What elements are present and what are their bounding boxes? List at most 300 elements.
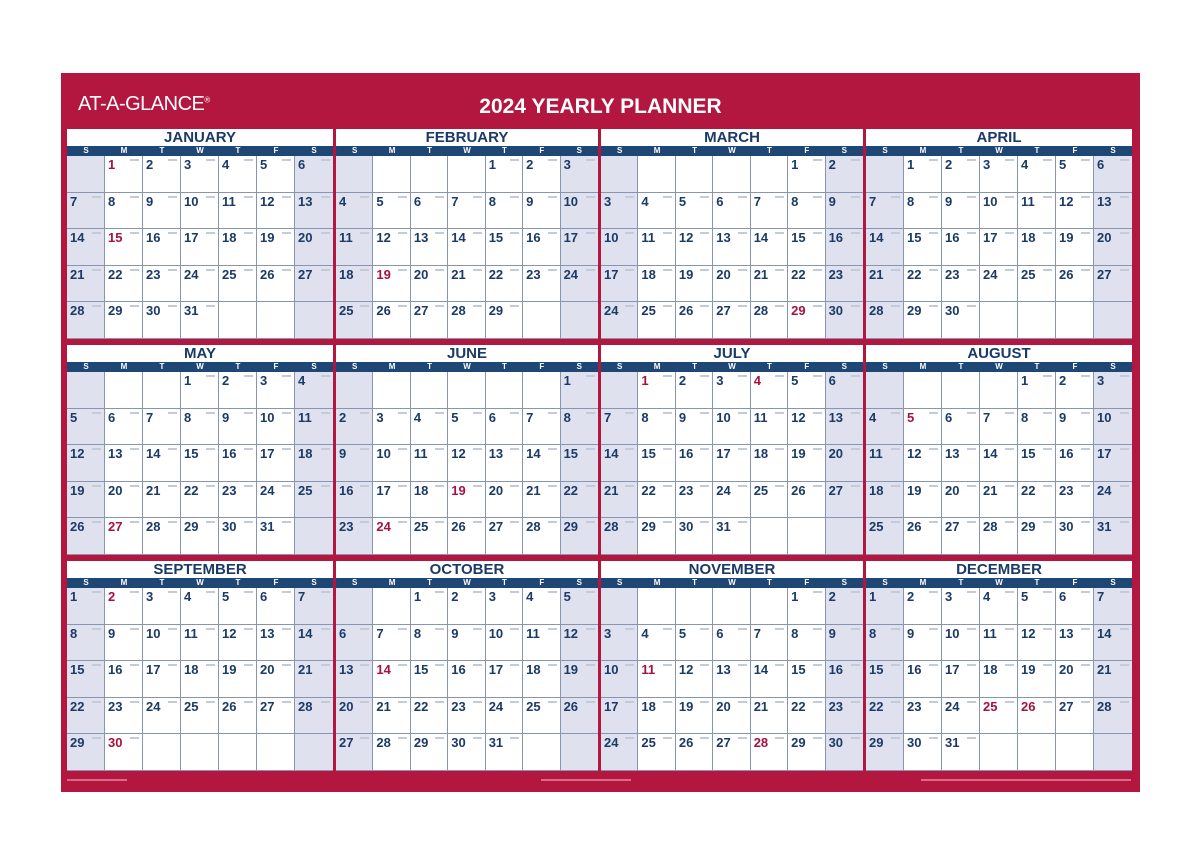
day-cell[interactable] <box>411 302 448 339</box>
day-cell[interactable] <box>523 266 560 303</box>
day-cell[interactable] <box>713 372 750 409</box>
day-cell[interactable] <box>561 661 598 698</box>
day-cell[interactable] <box>143 156 181 193</box>
day-cell[interactable] <box>1056 661 1094 698</box>
day-cell[interactable] <box>676 372 713 409</box>
day-cell[interactable] <box>751 372 788 409</box>
day-cell[interactable] <box>942 518 980 555</box>
day-cell[interactable] <box>561 302 598 339</box>
day-cell[interactable] <box>676 156 713 193</box>
day-cell[interactable] <box>1018 302 1056 339</box>
day-cell[interactable] <box>942 409 980 446</box>
day-cell[interactable] <box>826 482 863 519</box>
day-cell[interactable] <box>257 266 295 303</box>
day-cell[interactable] <box>411 372 448 409</box>
day-cell[interactable] <box>601 409 638 446</box>
day-cell[interactable] <box>1056 266 1094 303</box>
day-cell[interactable] <box>826 156 863 193</box>
day-cell[interactable] <box>1094 445 1132 482</box>
day-cell[interactable] <box>523 302 560 339</box>
day-cell[interactable] <box>219 229 257 266</box>
day-cell[interactable] <box>143 409 181 446</box>
day-cell[interactable] <box>942 156 980 193</box>
day-cell[interactable] <box>448 229 485 266</box>
day-cell[interactable] <box>561 625 598 662</box>
day-cell[interactable] <box>1094 302 1132 339</box>
day-cell[interactable] <box>1018 156 1056 193</box>
day-cell[interactable] <box>904 588 942 625</box>
day-cell[interactable] <box>1018 588 1056 625</box>
day-cell[interactable] <box>219 302 257 339</box>
day-cell[interactable] <box>826 518 863 555</box>
day-cell[interactable] <box>713 409 750 446</box>
day-cell[interactable] <box>448 588 485 625</box>
day-cell[interactable] <box>336 156 373 193</box>
day-cell[interactable] <box>826 445 863 482</box>
day-cell[interactable] <box>143 698 181 735</box>
day-cell[interactable] <box>295 229 333 266</box>
day-cell[interactable] <box>676 734 713 771</box>
day-cell[interactable] <box>866 409 904 446</box>
day-cell[interactable] <box>942 302 980 339</box>
day-cell[interactable] <box>523 734 560 771</box>
day-cell[interactable] <box>1094 588 1132 625</box>
day-cell[interactable] <box>257 302 295 339</box>
day-cell[interactable] <box>904 372 942 409</box>
day-cell[interactable] <box>448 302 485 339</box>
day-cell[interactable] <box>866 518 904 555</box>
day-cell[interactable] <box>980 625 1018 662</box>
day-cell[interactable] <box>257 661 295 698</box>
day-cell[interactable] <box>561 156 598 193</box>
day-cell[interactable] <box>448 482 485 519</box>
day-cell[interactable] <box>1094 193 1132 230</box>
day-cell[interactable] <box>219 661 257 698</box>
day-cell[interactable] <box>713 156 750 193</box>
day-cell[interactable] <box>67 156 105 193</box>
day-cell[interactable] <box>373 625 410 662</box>
day-cell[interactable] <box>411 518 448 555</box>
day-cell[interactable] <box>336 518 373 555</box>
day-cell[interactable] <box>219 266 257 303</box>
day-cell[interactable] <box>295 661 333 698</box>
day-cell[interactable] <box>219 588 257 625</box>
day-cell[interactable] <box>601 372 638 409</box>
day-cell[interactable] <box>486 625 523 662</box>
day-cell[interactable] <box>448 266 485 303</box>
day-cell[interactable] <box>373 518 410 555</box>
day-cell[interactable] <box>257 588 295 625</box>
day-cell[interactable] <box>826 372 863 409</box>
day-cell[interactable] <box>561 698 598 735</box>
day-cell[interactable] <box>336 445 373 482</box>
day-cell[interactable] <box>980 156 1018 193</box>
day-cell[interactable] <box>638 193 675 230</box>
day-cell[interactable] <box>411 698 448 735</box>
day-cell[interactable] <box>295 266 333 303</box>
day-cell[interactable] <box>713 445 750 482</box>
day-cell[interactable] <box>411 445 448 482</box>
day-cell[interactable] <box>866 625 904 662</box>
day-cell[interactable] <box>336 409 373 446</box>
day-cell[interactable] <box>1056 588 1094 625</box>
day-cell[interactable] <box>257 518 295 555</box>
day-cell[interactable] <box>1094 372 1132 409</box>
day-cell[interactable] <box>942 588 980 625</box>
day-cell[interactable] <box>1018 518 1056 555</box>
day-cell[interactable] <box>904 661 942 698</box>
day-cell[interactable] <box>181 193 219 230</box>
day-cell[interactable] <box>751 266 788 303</box>
day-cell[interactable] <box>105 229 143 266</box>
day-cell[interactable] <box>1018 625 1056 662</box>
day-cell[interactable] <box>486 734 523 771</box>
day-cell[interactable] <box>826 734 863 771</box>
day-cell[interactable] <box>904 302 942 339</box>
day-cell[interactable] <box>751 409 788 446</box>
day-cell[interactable] <box>904 734 942 771</box>
day-cell[interactable] <box>67 266 105 303</box>
day-cell[interactable] <box>411 409 448 446</box>
day-cell[interactable] <box>336 372 373 409</box>
day-cell[interactable] <box>866 156 904 193</box>
day-cell[interactable] <box>523 518 560 555</box>
day-cell[interactable] <box>257 229 295 266</box>
day-cell[interactable] <box>826 588 863 625</box>
day-cell[interactable] <box>257 156 295 193</box>
day-cell[interactable] <box>980 409 1018 446</box>
day-cell[interactable] <box>826 698 863 735</box>
day-cell[interactable] <box>448 518 485 555</box>
day-cell[interactable] <box>1056 372 1094 409</box>
day-cell[interactable] <box>67 518 105 555</box>
day-cell[interactable] <box>448 734 485 771</box>
day-cell[interactable] <box>561 372 598 409</box>
day-cell[interactable] <box>942 734 980 771</box>
day-cell[interactable] <box>601 661 638 698</box>
day-cell[interactable] <box>143 625 181 662</box>
day-cell[interactable] <box>638 482 675 519</box>
day-cell[interactable] <box>219 482 257 519</box>
day-cell[interactable] <box>373 372 410 409</box>
day-cell[interactable] <box>788 482 825 519</box>
day-cell[interactable] <box>67 482 105 519</box>
day-cell[interactable] <box>67 229 105 266</box>
day-cell[interactable] <box>67 588 105 625</box>
day-cell[interactable] <box>105 518 143 555</box>
day-cell[interactable] <box>181 734 219 771</box>
day-cell[interactable] <box>336 302 373 339</box>
day-cell[interactable] <box>105 734 143 771</box>
day-cell[interactable] <box>788 734 825 771</box>
day-cell[interactable] <box>1056 625 1094 662</box>
day-cell[interactable] <box>486 518 523 555</box>
day-cell[interactable] <box>638 734 675 771</box>
day-cell[interactable] <box>601 156 638 193</box>
day-cell[interactable] <box>67 302 105 339</box>
day-cell[interactable] <box>676 266 713 303</box>
day-cell[interactable] <box>942 266 980 303</box>
day-cell[interactable] <box>980 698 1018 735</box>
day-cell[interactable] <box>257 625 295 662</box>
day-cell[interactable] <box>373 409 410 446</box>
day-cell[interactable] <box>904 193 942 230</box>
day-cell[interactable] <box>181 445 219 482</box>
day-cell[interactable] <box>788 698 825 735</box>
day-cell[interactable] <box>105 698 143 735</box>
day-cell[interactable] <box>486 409 523 446</box>
day-cell[interactable] <box>336 193 373 230</box>
day-cell[interactable] <box>143 193 181 230</box>
day-cell[interactable] <box>713 266 750 303</box>
day-cell[interactable] <box>105 661 143 698</box>
day-cell[interactable] <box>373 156 410 193</box>
day-cell[interactable] <box>980 482 1018 519</box>
day-cell[interactable] <box>336 482 373 519</box>
day-cell[interactable] <box>601 588 638 625</box>
day-cell[interactable] <box>295 698 333 735</box>
day-cell[interactable] <box>601 625 638 662</box>
day-cell[interactable] <box>1018 661 1056 698</box>
day-cell[interactable] <box>561 409 598 446</box>
day-cell[interactable] <box>373 588 410 625</box>
day-cell[interactable] <box>219 625 257 662</box>
day-cell[interactable] <box>373 302 410 339</box>
day-cell[interactable] <box>676 193 713 230</box>
day-cell[interactable] <box>411 734 448 771</box>
day-cell[interactable] <box>523 625 560 662</box>
day-cell[interactable] <box>866 229 904 266</box>
day-cell[interactable] <box>561 482 598 519</box>
day-cell[interactable] <box>942 698 980 735</box>
day-cell[interactable] <box>866 482 904 519</box>
day-cell[interactable] <box>561 518 598 555</box>
day-cell[interactable] <box>181 698 219 735</box>
day-cell[interactable] <box>67 698 105 735</box>
day-cell[interactable] <box>448 156 485 193</box>
day-cell[interactable] <box>181 588 219 625</box>
day-cell[interactable] <box>638 625 675 662</box>
day-cell[interactable] <box>601 518 638 555</box>
day-cell[interactable] <box>105 156 143 193</box>
day-cell[interactable] <box>904 698 942 735</box>
day-cell[interactable] <box>904 156 942 193</box>
day-cell[interactable] <box>105 266 143 303</box>
day-cell[interactable] <box>676 588 713 625</box>
day-cell[interactable] <box>373 482 410 519</box>
day-cell[interactable] <box>713 734 750 771</box>
day-cell[interactable] <box>486 372 523 409</box>
day-cell[interactable] <box>826 409 863 446</box>
day-cell[interactable] <box>866 661 904 698</box>
day-cell[interactable] <box>788 518 825 555</box>
day-cell[interactable] <box>751 518 788 555</box>
day-cell[interactable] <box>980 193 1018 230</box>
day-cell[interactable] <box>713 193 750 230</box>
day-cell[interactable] <box>448 625 485 662</box>
day-cell[interactable] <box>181 229 219 266</box>
day-cell[interactable] <box>181 661 219 698</box>
day-cell[interactable] <box>105 193 143 230</box>
day-cell[interactable] <box>257 193 295 230</box>
day-cell[interactable] <box>105 625 143 662</box>
day-cell[interactable] <box>826 229 863 266</box>
day-cell[interactable] <box>980 588 1018 625</box>
day-cell[interactable] <box>866 266 904 303</box>
day-cell[interactable] <box>143 445 181 482</box>
day-cell[interactable] <box>1056 156 1094 193</box>
day-cell[interactable] <box>523 372 560 409</box>
day-cell[interactable] <box>713 518 750 555</box>
day-cell[interactable] <box>713 482 750 519</box>
day-cell[interactable] <box>448 372 485 409</box>
day-cell[interactable] <box>601 734 638 771</box>
day-cell[interactable] <box>788 445 825 482</box>
day-cell[interactable] <box>638 156 675 193</box>
day-cell[interactable] <box>1018 229 1056 266</box>
day-cell[interactable] <box>523 409 560 446</box>
day-cell[interactable] <box>411 266 448 303</box>
day-cell[interactable] <box>1018 445 1056 482</box>
day-cell[interactable] <box>1056 229 1094 266</box>
day-cell[interactable] <box>676 625 713 662</box>
day-cell[interactable] <box>826 302 863 339</box>
day-cell[interactable] <box>980 661 1018 698</box>
day-cell[interactable] <box>904 445 942 482</box>
day-cell[interactable] <box>788 372 825 409</box>
day-cell[interactable] <box>1018 193 1056 230</box>
day-cell[interactable] <box>866 445 904 482</box>
day-cell[interactable] <box>105 445 143 482</box>
day-cell[interactable] <box>751 734 788 771</box>
day-cell[interactable] <box>866 734 904 771</box>
day-cell[interactable] <box>561 193 598 230</box>
day-cell[interactable] <box>980 302 1018 339</box>
day-cell[interactable] <box>336 734 373 771</box>
day-cell[interactable] <box>1018 409 1056 446</box>
day-cell[interactable] <box>411 193 448 230</box>
day-cell[interactable] <box>676 698 713 735</box>
day-cell[interactable] <box>561 588 598 625</box>
day-cell[interactable] <box>866 372 904 409</box>
day-cell[interactable] <box>1056 734 1094 771</box>
day-cell[interactable] <box>448 409 485 446</box>
day-cell[interactable] <box>788 229 825 266</box>
day-cell[interactable] <box>904 409 942 446</box>
day-cell[interactable] <box>105 409 143 446</box>
day-cell[interactable] <box>980 445 1018 482</box>
day-cell[interactable] <box>105 372 143 409</box>
day-cell[interactable] <box>1094 734 1132 771</box>
day-cell[interactable] <box>1094 266 1132 303</box>
day-cell[interactable] <box>143 661 181 698</box>
day-cell[interactable] <box>751 661 788 698</box>
day-cell[interactable] <box>411 588 448 625</box>
day-cell[interactable] <box>866 588 904 625</box>
day-cell[interactable] <box>942 193 980 230</box>
day-cell[interactable] <box>143 734 181 771</box>
day-cell[interactable] <box>411 625 448 662</box>
day-cell[interactable] <box>523 588 560 625</box>
day-cell[interactable] <box>295 734 333 771</box>
day-cell[interactable] <box>373 734 410 771</box>
day-cell[interactable] <box>826 193 863 230</box>
day-cell[interactable] <box>638 302 675 339</box>
day-cell[interactable] <box>751 302 788 339</box>
day-cell[interactable] <box>295 372 333 409</box>
day-cell[interactable] <box>486 266 523 303</box>
day-cell[interactable] <box>181 266 219 303</box>
day-cell[interactable] <box>713 588 750 625</box>
day-cell[interactable] <box>788 193 825 230</box>
day-cell[interactable] <box>904 625 942 662</box>
day-cell[interactable] <box>67 193 105 230</box>
day-cell[interactable] <box>295 445 333 482</box>
day-cell[interactable] <box>257 734 295 771</box>
day-cell[interactable] <box>676 518 713 555</box>
day-cell[interactable] <box>1056 409 1094 446</box>
day-cell[interactable] <box>143 518 181 555</box>
day-cell[interactable] <box>1056 302 1094 339</box>
day-cell[interactable] <box>336 229 373 266</box>
day-cell[interactable] <box>373 661 410 698</box>
day-cell[interactable] <box>942 661 980 698</box>
day-cell[interactable] <box>295 409 333 446</box>
day-cell[interactable] <box>67 734 105 771</box>
day-cell[interactable] <box>1094 698 1132 735</box>
day-cell[interactable] <box>1056 698 1094 735</box>
day-cell[interactable] <box>638 518 675 555</box>
day-cell[interactable] <box>676 409 713 446</box>
day-cell[interactable] <box>866 698 904 735</box>
day-cell[interactable] <box>336 661 373 698</box>
day-cell[interactable] <box>1094 229 1132 266</box>
day-cell[interactable] <box>336 588 373 625</box>
day-cell[interactable] <box>143 372 181 409</box>
day-cell[interactable] <box>826 266 863 303</box>
day-cell[interactable] <box>751 193 788 230</box>
day-cell[interactable] <box>980 229 1018 266</box>
day-cell[interactable] <box>1056 445 1094 482</box>
day-cell[interactable] <box>295 156 333 193</box>
day-cell[interactable] <box>638 445 675 482</box>
day-cell[interactable] <box>942 229 980 266</box>
day-cell[interactable] <box>751 698 788 735</box>
day-cell[interactable] <box>219 445 257 482</box>
day-cell[interactable] <box>486 698 523 735</box>
day-cell[interactable] <box>788 156 825 193</box>
day-cell[interactable] <box>523 698 560 735</box>
day-cell[interactable] <box>561 445 598 482</box>
day-cell[interactable] <box>523 193 560 230</box>
day-cell[interactable] <box>638 698 675 735</box>
day-cell[interactable] <box>601 302 638 339</box>
day-cell[interactable] <box>448 193 485 230</box>
day-cell[interactable] <box>523 661 560 698</box>
day-cell[interactable] <box>904 482 942 519</box>
day-cell[interactable] <box>980 266 1018 303</box>
day-cell[interactable] <box>219 409 257 446</box>
day-cell[interactable] <box>676 661 713 698</box>
day-cell[interactable] <box>257 482 295 519</box>
day-cell[interactable] <box>181 482 219 519</box>
day-cell[interactable] <box>67 625 105 662</box>
day-cell[interactable] <box>1094 625 1132 662</box>
day-cell[interactable] <box>219 698 257 735</box>
day-cell[interactable] <box>295 588 333 625</box>
day-cell[interactable] <box>980 372 1018 409</box>
day-cell[interactable] <box>486 482 523 519</box>
